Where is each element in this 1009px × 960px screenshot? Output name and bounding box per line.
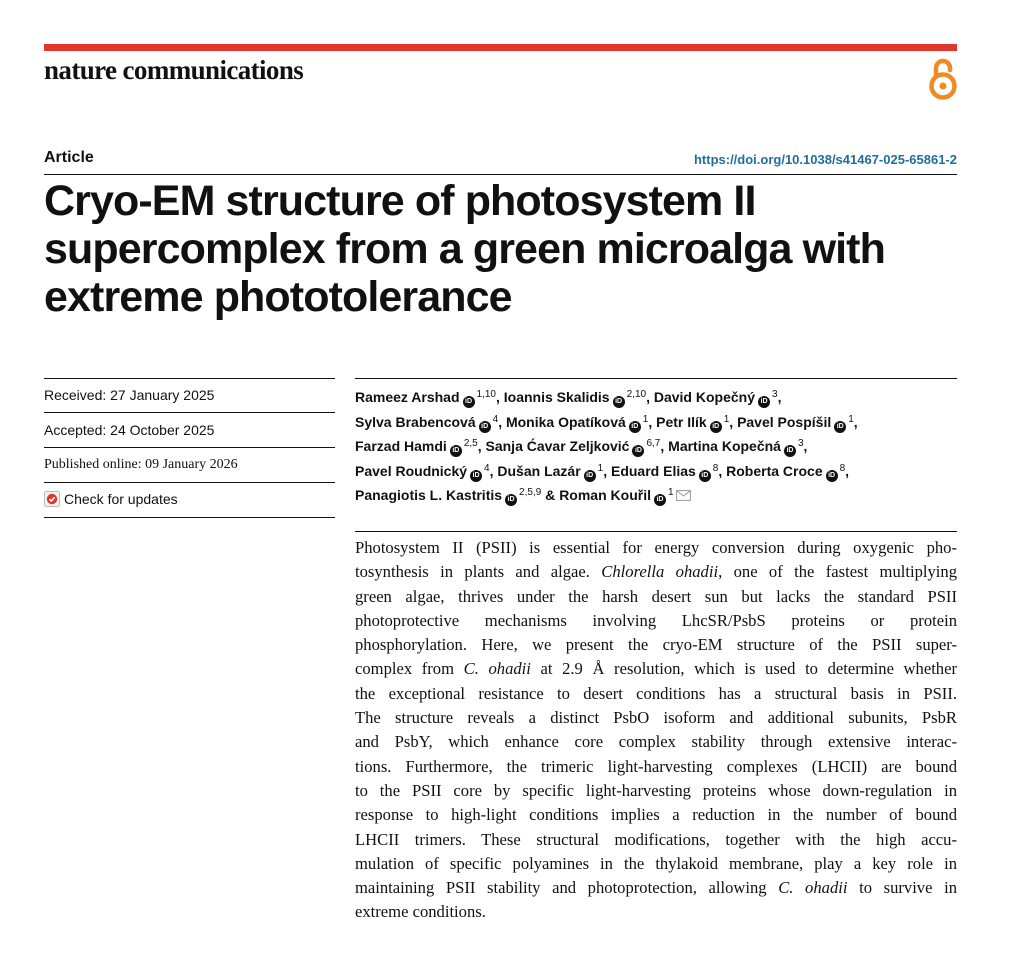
abstract-line	[355, 755, 957, 779]
affiliation-numbers: 2,5	[463, 438, 478, 449]
abstract-divider	[355, 531, 957, 532]
title-line: supercomplex from a green microalga with	[44, 225, 885, 273]
author-separator: ,	[777, 389, 782, 405]
author-separator: ,	[489, 462, 498, 479]
authors-divider-top	[355, 378, 957, 379]
orcid-icon[interactable]: iD	[699, 470, 711, 482]
abstract-line	[355, 706, 957, 730]
author-name[interactable]: Sanja Ćavar Zeljković	[485, 438, 630, 454]
abstract-line	[355, 536, 957, 560]
author-separator: ,	[718, 462, 727, 479]
accepted-date	[44, 422, 335, 438]
author-entry	[497, 463, 611, 479]
orcid-icon[interactable]: iD	[613, 396, 625, 408]
title-divider	[44, 174, 957, 175]
affiliation-numbers: 4	[484, 462, 490, 474]
author-entry	[559, 487, 690, 503]
meta-divider-top	[44, 378, 335, 379]
orcid-icon[interactable]: iD	[784, 445, 796, 457]
orcid-icon[interactable]: iD	[584, 470, 596, 482]
author-name[interactable]: Pavel Pospíšil	[737, 413, 832, 430]
accepted-date-text: Accepted: 24 October 2025	[44, 422, 215, 438]
check-updates-icon	[44, 491, 60, 507]
affiliation-numbers: 2,10	[626, 389, 647, 400]
author-name[interactable]: Eduard Elias	[610, 462, 696, 479]
abstract-line	[355, 852, 957, 876]
published-date	[44, 457, 335, 473]
article-title	[44, 177, 957, 321]
journal-name[interactable]: nature communications	[44, 55, 304, 85]
affiliation-numbers: 1,10	[476, 389, 496, 400]
author-entry	[355, 414, 506, 430]
meta-divider	[44, 447, 335, 448]
abstract-line	[355, 657, 957, 681]
open-access-lock-icon	[928, 56, 958, 100]
author-entry	[506, 414, 656, 430]
orcid-icon[interactable]: iD	[479, 421, 491, 433]
abstract-line	[355, 876, 957, 900]
abstract	[355, 536, 957, 925]
affiliation-numbers: 3	[797, 438, 804, 449]
author-name[interactable]: Ioannis Skalidis	[503, 389, 610, 405]
author-separator: ,	[603, 462, 611, 479]
abstract-text: extreme conditions.	[355, 902, 486, 922]
species-name: C. ohadii	[778, 878, 848, 898]
author-name[interactable]: Roberta Croce	[726, 462, 823, 479]
abstract-text: tions. Furthermore, the trimeric light-harvesting complexes (LHCII) are bound	[355, 756, 957, 776]
abstract-text: , one of the fastest multiplying	[718, 562, 957, 582]
abstract-text: complex from	[355, 659, 464, 679]
doi-link[interactable]: https://doi.org/10.1038/s41467-025-65861-2	[693, 152, 957, 167]
author-entry	[611, 463, 726, 479]
species-name: C. ohadii	[463, 659, 531, 679]
abstract-line	[355, 828, 957, 852]
orcid-icon[interactable]: iD	[505, 494, 517, 506]
author-list	[355, 384, 957, 507]
title-line: Cryo-EM structure of photosystem II	[44, 177, 756, 225]
meta-divider	[44, 412, 335, 413]
affiliation-numbers: 8	[839, 462, 846, 474]
affiliation-numbers: 6,7	[646, 438, 661, 449]
author-separator: ,	[853, 413, 858, 430]
affiliation-numbers: 1	[642, 413, 649, 425]
abstract-text: Photosystem II (PSII) is essential for energy conversion during oxygenic pho-	[355, 538, 957, 557]
orcid-icon[interactable]: iD	[632, 445, 644, 457]
affiliation-numbers: 1	[723, 413, 730, 425]
abstract-text: to survive in	[847, 878, 957, 898]
abstract-line	[355, 633, 957, 657]
received-date-text: Received: 27 January 2025	[44, 387, 215, 403]
author-name[interactable]: Petr Ilík	[656, 413, 707, 430]
species-name: Chlorella ohadii	[601, 562, 719, 582]
check-for-updates-button[interactable]	[44, 491, 335, 507]
abstract-text: the exceptional resistance to desert conditions has a structural basis in PSII.	[355, 683, 957, 703]
author-entry	[726, 463, 849, 479]
author-separator: ,	[477, 438, 486, 454]
author-name[interactable]: Sylva Brabencová	[355, 413, 476, 430]
author-separator: ,	[803, 438, 808, 454]
article-type-label: Article	[44, 149, 94, 166]
author-name[interactable]: Martina Kopečná	[668, 438, 781, 454]
abstract-text: mulation of specific polyamines in the thylakoid membrane, play a key role in	[355, 853, 957, 873]
author-entry	[355, 463, 497, 479]
author-separator: ,	[729, 413, 738, 430]
abstract-text: LHCII trimers. These structural modifications, together with the high accu-	[355, 829, 957, 849]
affiliation-numbers: 8	[712, 462, 719, 474]
author-separator: ,	[660, 438, 669, 454]
author-separator: ,	[498, 413, 506, 430]
author-entry	[654, 389, 782, 405]
author-name[interactable]: Farzad Hamdi	[355, 438, 447, 454]
abstract-line	[355, 682, 957, 706]
orcid-icon[interactable]: iD	[470, 470, 482, 482]
author-entry	[355, 438, 486, 454]
orcid-icon[interactable]: iD	[463, 396, 475, 408]
author-entry	[504, 389, 654, 405]
author-separator: ,	[646, 389, 654, 405]
abstract-line	[355, 560, 957, 584]
author-entry	[355, 389, 504, 405]
affiliation-numbers: 1	[667, 487, 674, 498]
author-entry	[486, 438, 669, 454]
abstract-text: response to high-light conditions implies a reduction in the number of bound	[355, 805, 957, 825]
affiliation-numbers: 1	[848, 413, 854, 425]
abstract-line	[355, 609, 957, 633]
author-entry	[668, 438, 807, 454]
affiliation-numbers: 2,5,9	[519, 487, 542, 498]
abstract-text: at 2.9 Å resolution, which is used to determine whether	[530, 659, 957, 679]
author-name[interactable]: Rameez Arshad	[355, 389, 460, 405]
abstract-text: photoprotective mechanisms involving LhcSR/PsbS proteins or protein	[355, 610, 957, 630]
orcid-icon[interactable]: iD	[826, 470, 838, 482]
author-entry	[656, 414, 737, 430]
orcid-icon[interactable]: iD	[834, 421, 846, 433]
author-name[interactable]: David Kopečný	[653, 389, 755, 405]
abstract-text: and PsbY, which enhance core complex stability through extensive interac-	[355, 732, 957, 752]
author-separator: ,	[496, 389, 504, 405]
abstract-text: green algae, thrives under the harsh desert sun but lacks the standard PSII	[355, 586, 957, 606]
abstract-line	[355, 803, 957, 827]
abstract-text: maintaining PSII stability and photoprotection, allowing	[355, 878, 779, 898]
abstract-line	[355, 585, 957, 609]
author-entry	[355, 487, 559, 503]
abstract-text: The structure reveals a distinct PsbO isoform and additional subunits, PsbR	[355, 708, 957, 728]
orcid-icon[interactable]: iD	[758, 396, 770, 408]
author-name[interactable]: Pavel Roudnický	[355, 462, 468, 479]
orcid-icon[interactable]: iD	[654, 494, 666, 506]
header-accent-bar	[44, 44, 957, 51]
orcid-icon[interactable]: iD	[629, 421, 641, 433]
abstract-line	[355, 900, 957, 924]
orcid-icon[interactable]: iD	[710, 421, 722, 433]
envelope-icon[interactable]	[676, 490, 691, 501]
received-date	[44, 387, 335, 403]
abstract-line	[355, 730, 957, 754]
affiliation-numbers: 4	[492, 413, 499, 425]
abstract-text: to the PSII core by specific light-harvesting proteins whose down-regulation in	[355, 780, 957, 800]
author-separator: ,	[648, 413, 657, 430]
abstract-line	[355, 779, 957, 803]
author-name[interactable]: Dušan Lazár	[497, 462, 581, 479]
affiliation-numbers: 1	[597, 462, 604, 474]
abstract-text: tosynthesis in plants and algae.	[355, 562, 602, 582]
author-entry	[737, 414, 858, 430]
author-name[interactable]: Roman Kouřil	[559, 487, 651, 503]
author-separator: ,	[845, 462, 850, 479]
title-line: extreme phototolerance	[44, 273, 512, 321]
meta-divider	[44, 482, 335, 483]
author-name[interactable]: Monika Opatíková	[505, 413, 626, 430]
abstract-text: phosphorylation. Here, we present the cryo-EM structure of the PSII super-	[355, 635, 957, 655]
meta-divider-bottom	[44, 517, 335, 518]
orcid-icon[interactable]: iD	[450, 445, 462, 457]
affiliation-numbers: 3	[772, 389, 778, 400]
author-name[interactable]: Panagiotis L. Kastritis	[355, 487, 503, 503]
author-separator: &	[541, 487, 560, 503]
published-date-text: Published online: 09 January 2026	[44, 457, 238, 472]
check-for-updates-label: Check for updates	[64, 491, 178, 507]
